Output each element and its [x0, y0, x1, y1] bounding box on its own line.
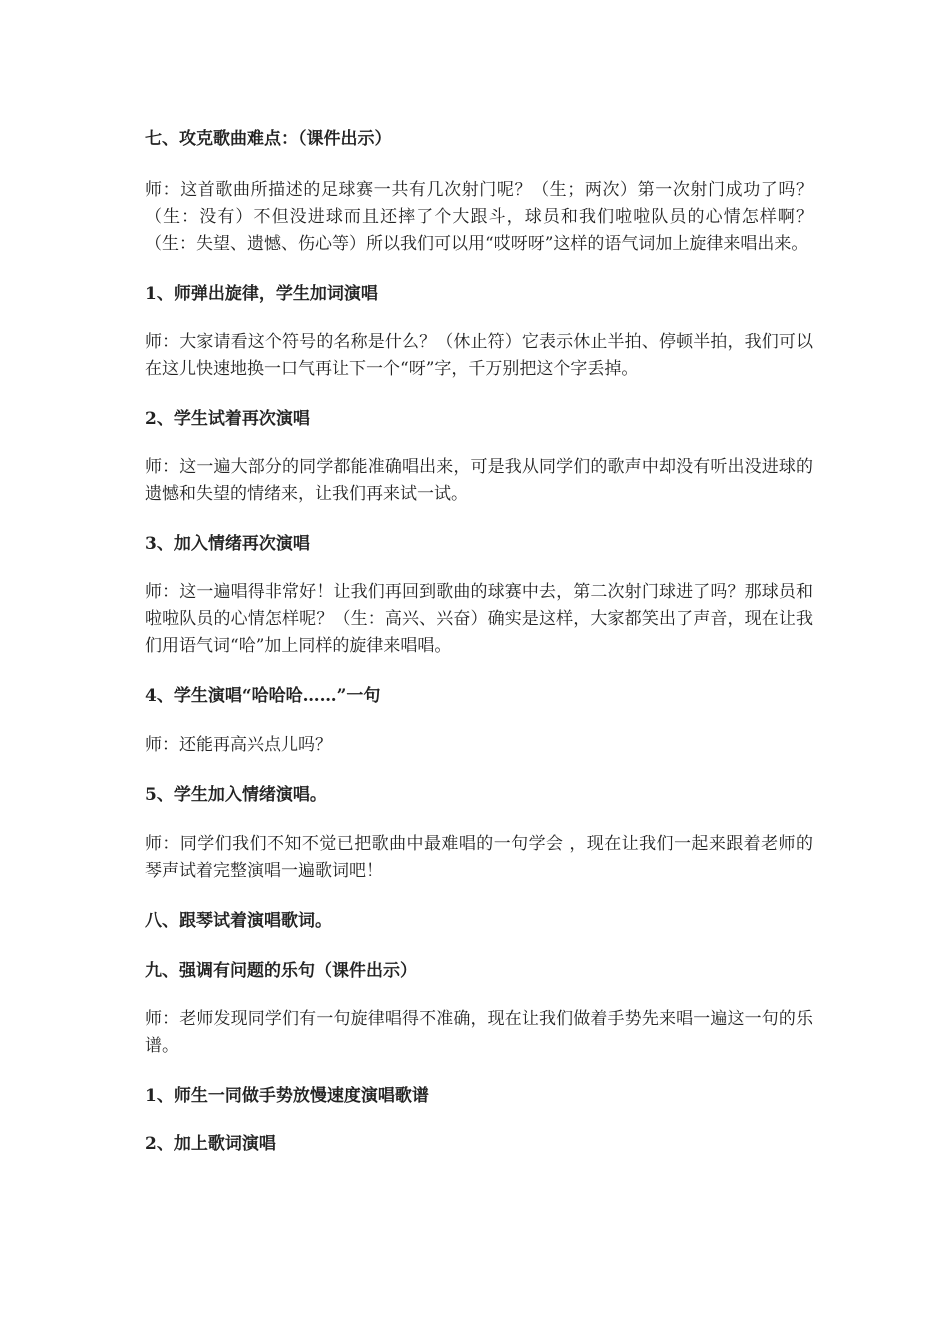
- step-heading-9-1: 1、师生一同做手势放慢速度演唱歌谱: [145, 1086, 429, 1106]
- step-heading-4: 4、学生演唱“哈哈哈……”一句: [145, 686, 381, 706]
- step-heading-1: 1、师弹出旋律，学生加词演唱: [145, 284, 378, 304]
- section-heading-9: 九、强调有问题的乐句（课件出示）: [145, 961, 417, 981]
- document-page: [145, 118, 813, 1158]
- step-heading-9-2: 2、加上歌词演唱: [145, 1134, 276, 1154]
- paragraph-try-again: 师：这一遍大部分的同学都能准确唱出来，可是我从同学们的歌声中却没有听出没进球的遗憾和失望的情绪来，让我们再来试一试。: [145, 457, 813, 504]
- paragraph-rest-symbol: 师：大家请看这个符号的名称是什么？（休止符）它表示休止半拍、停顿半拍，我们可以在这儿快速地换一口气再让下一个“呀”字，千万别把这个字丢掉。: [145, 332, 813, 379]
- paragraph-second-shot: 师：这一遍唱得非常好！让我们再回到歌曲的球赛中去，第二次射门球进了吗？那球员和啦啦队员的心情怎样呢？（生：高兴、兴奋）确实是这样，大家都笑出了声音，现在让我们用语气词“哈”加上同样的旋律来唱唱。: [145, 582, 813, 656]
- step-heading-5: 5、学生加入情绪演唱。: [145, 785, 327, 805]
- paragraph-melody-correction: 师：老师发现同学们有一句旋律唱得不准确，现在让我们做着手势先来唱一遍这一句的乐谱。: [145, 1009, 813, 1056]
- paragraph-happier: 师：还能再高兴点儿吗？: [145, 735, 332, 755]
- step-heading-3: 3、加入情绪再次演唱: [145, 534, 310, 554]
- step-heading-2: 2、学生试着再次演唱: [145, 409, 310, 429]
- paragraph-sing-along: 师：同学们我们不知不觉已把歌曲中最难唱的一句学会 ，现在让我们一起来跟着老师的琴声试着完整演唱一遍歌词吧！: [145, 834, 813, 881]
- paragraph-teacher-shots: 师：这首歌曲所描述的足球赛一共有几次射门呢？（生；两次）第一次射门成功了吗？（生：没有）不但没进球而且还摔了个大跟斗，球员和我们啦啦队员的心情怎样啊？（生：失望、遗憾、伤心等）所以我们可以用“哎呀呀”这样的语气词加上旋律来唱出来。: [145, 180, 813, 254]
- section-heading-7: 七、攻克歌曲难点：（课件出示）: [145, 129, 392, 149]
- section-heading-8: 八、跟琴试着演唱歌词。: [145, 911, 332, 931]
